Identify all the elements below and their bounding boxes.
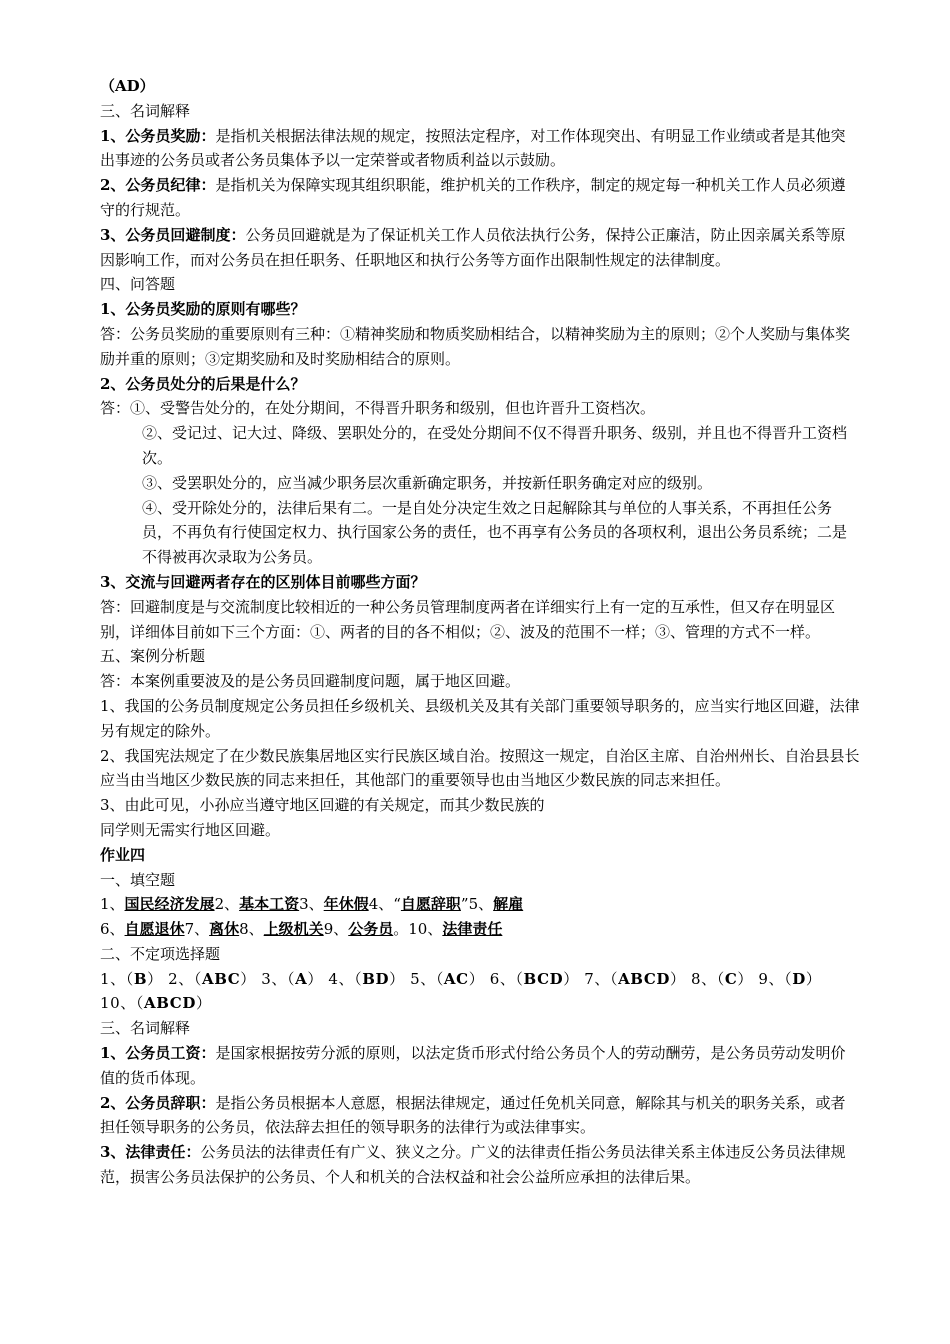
definition-1 — [100, 124, 860, 174]
multiple-choice-answers — [100, 967, 860, 1017]
mc-item: 8、（C） — [691, 969, 753, 988]
fill-number: 。10、 — [393, 920, 443, 939]
section-title-definitions-2: 三、名词解释 — [100, 1019, 191, 1038]
answer-2-item-1: 答：①、受警告处分的，在处分期间，不得晋升职务和级别，但也许晋升工资档次。 — [100, 399, 656, 418]
mc-item: 6、（BCD） — [489, 969, 579, 988]
definition-salary — [100, 1041, 860, 1091]
answer-2-item-4: ④、受开除处分的，法律后果有二。一是自处分决定生效之日起解除其与单位的人事关系，不再担任公务员，不再负有行使国定权力、执行国家公务的责任，也不再享有公务员的各项权利，退出公务员系统；二是不得被再次录取为公务员。 — [142, 498, 848, 567]
fill-answers-row-1 — [100, 892, 860, 917]
definition-text: 公务员回避就是为了保证机关工作人员依法执行公务，保持公正廉洁，防止因亲属关系等原因影响工作，而对公务员在担任职务、任职地区和执行公务等方面作出限制性规定的法律制度。 — [100, 225, 846, 269]
definition-text: 是指机关为保障实现其组织职能，维护机关的工作秩序，制定的规定每一种机关工作人员必须遵守的行规范。 — [100, 176, 846, 219]
document-page — [100, 74, 860, 1190]
fill-answer: 解雇 — [493, 895, 524, 914]
case-point-3b: 同学则无需实行地区回避。 — [100, 820, 281, 839]
definition-resignation — [100, 1091, 860, 1141]
fill-answer: 基本工资 — [239, 895, 300, 914]
fill-number: 8、 — [239, 920, 264, 939]
definition-term: 2、公务员辞职： — [100, 1093, 216, 1112]
fill-answer: 法律责任 — [442, 920, 503, 939]
section-title-multiple-choice: 二、不定项选择题 — [100, 944, 221, 963]
fill-number: 1、 — [100, 895, 125, 914]
fill-number: 3、 — [299, 895, 324, 914]
case-point-3a: 3、由此可见，小孙应当遵守地区回避的有关规定，而其少数民族的 — [100, 796, 545, 815]
case-point-2: 2、我国宪法规定了在少数民族集居地区实行民族区域自治。按照这一规定，自治区主席、自治州州长、自治县县长应当由当地区少数民族的同志来担任，其他部门的重要领导也由当地区少数民族的同志来担任。 — [100, 746, 860, 790]
fill-number: 9、 — [323, 920, 349, 939]
case-answer-intro: 答：本案例重要波及的是公务员回避制度问题，属于地区回避。 — [100, 672, 521, 691]
case-point-1: 1、我国的公务员制度规定公务员担任乡级机关、县级机关及其有关部门重要领导职务的，应当实行地区回避，法律另有规定的除外。 — [100, 696, 860, 740]
section-title-qa: 四、问答题 — [100, 275, 176, 294]
fill-answer: 自愿辞职 — [400, 895, 461, 914]
definition-text: 是指机关根据法律法规的规定，按照法定程序，对工作体现突出、有明显工作业绩或者是其他突出事迹的公务员或者公务员集体予以一定荣誉或者物质利益以示鼓励。 — [100, 126, 846, 170]
definition-text: 是国家根据按劳分派的原则，以法定货币形式付给公务员个人的劳动酬劳，是公务员劳动发明价值的货币体现。 — [100, 1044, 846, 1087]
fill-number: 2、 — [214, 895, 240, 914]
fill-answers-row-2 — [100, 917, 860, 942]
answer-2-item-2: ②、受记过、记大过、降级、罢职处分的，在受处分期间不仅不得晋升职务、级别，并且也不得晋升工资档次。 — [142, 424, 848, 467]
fill-answer: 离休 — [209, 920, 240, 939]
fill-number: 6、 — [100, 920, 125, 939]
fill-answer: 公务员 — [348, 920, 394, 939]
mc-item: 3、（A） — [261, 969, 323, 988]
section-title-case: 五、案例分析题 — [100, 647, 206, 666]
prev-answer: （AD） — [100, 77, 155, 95]
mc-item: 4、（BD） — [328, 969, 405, 988]
definition-text: 是指公务员根据本人意愿，根据法律规定，通过任免机关同意，解除其与机关的职务关系，或者担任领导职务的公务员，依法辞去担任的领导职务的法律行为或法律事实。 — [100, 1093, 846, 1137]
mc-item: 1、（B） — [100, 969, 163, 988]
definition-term: 3、法律责任： — [100, 1143, 201, 1162]
mc-item: 10、（ABCD） — [100, 994, 212, 1013]
definition-text: 公务员法的法律责任有广义、狭义之分。广义的法律责任指公务员法律关系主体违反公务员法律规范，损害公务员法保护的公务员、个人和机关的合法权益和社会公益所应承担的法律后果。 — [100, 1143, 846, 1187]
question-1: 1、公务员奖励的原则有哪些？ — [100, 300, 306, 319]
fill-answer: 国民经济发展 — [124, 895, 215, 914]
mc-item: 7、（ABCD） — [584, 969, 686, 988]
mc-item: 5、（AC） — [410, 969, 485, 988]
mc-item: 2、（ABC） — [168, 969, 256, 988]
definition-legal-liability — [100, 1140, 860, 1190]
definition-3 — [100, 223, 860, 273]
definition-term: 2、公务员纪律： — [100, 176, 216, 195]
mc-item: 9、（D） — [758, 969, 822, 988]
question-3: 3、交流与回避两者存在的区别体目前哪些方面？ — [100, 572, 426, 591]
section-title-definitions: 三、名词解释 — [100, 101, 191, 120]
fill-answer: 自愿退休 — [124, 920, 185, 939]
fill-answer: 年休假 — [323, 895, 369, 914]
fill-number: 7、 — [184, 920, 210, 939]
answer-2-item-3: ③、受罢职处分的，应当减少职务层次重新确定职务，并按新任职务确定对应的级别。 — [142, 473, 713, 492]
fill-number: ”5、 — [460, 895, 494, 914]
homework-4-title: 作业四 — [100, 845, 146, 864]
definition-term: 1、公务员工资： — [100, 1044, 216, 1063]
question-2: 2、公务员处分的后果是什么？ — [100, 374, 306, 393]
fill-number: 4、“ — [368, 895, 401, 914]
fill-answer: 上级机关 — [263, 920, 324, 939]
definition-term: 1、公务员奖励： — [100, 126, 216, 145]
answer-1: 答：公务员奖励的重要原则有三种：①精神奖励和物质奖励相结合，以精神奖励为主的原则；②个人奖励与集体奖励并重的原则；③定期奖励和及时奖励相结合的原则。 — [100, 324, 851, 368]
definition-term: 3、公务员回避制度： — [100, 225, 246, 244]
section-title-fill: 一、填空题 — [100, 870, 176, 889]
definition-2 — [100, 173, 860, 223]
answer-3: 答：回避制度是与交流制度比较相近的一种公务员管理制度两者在详细实行上有一定的互承性，但又存在明显区别，详细体目前如下三个方面：①、两者的目的各不相似；②、波及的范围不一样；③、管理的方式不一样。 — [100, 597, 836, 641]
